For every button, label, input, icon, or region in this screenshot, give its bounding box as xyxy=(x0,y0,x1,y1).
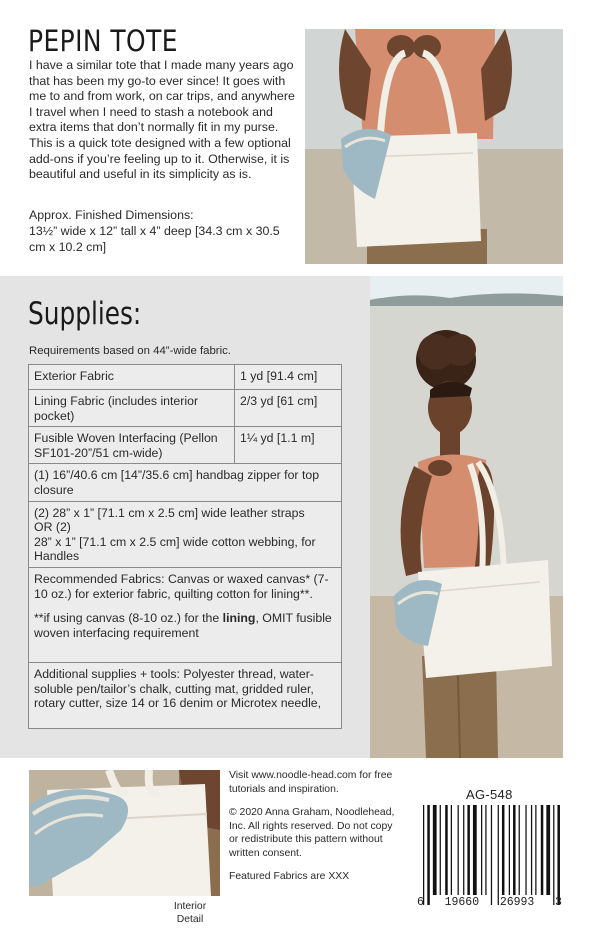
dimensions-label: Approx. Finished Dimensions: xyxy=(29,208,194,222)
supplies-heading: Supplies: xyxy=(28,296,142,332)
tote-front-photo xyxy=(305,29,563,264)
barcode-bar xyxy=(491,805,492,905)
table-row xyxy=(29,390,342,427)
barcode-bar xyxy=(445,805,448,895)
barcode-bar xyxy=(473,805,477,895)
straps-requirement xyxy=(29,501,342,567)
barcode-bar xyxy=(458,805,459,895)
recommended-text: Recommended Fabrics: Canvas or waxed canvas* (7-10 oz.) for exterior fabric, quilting cotton for lining**. xyxy=(34,571,329,601)
intro-paragraph: I have a similar tote that I made many years ago that has been my go-to ever since! It goes with me to and from work, on car trips, and anywhere I travel when I need to stash a notebook and extra items that don’t normally fit in my purse. This is a quick tote designed with a few optional add-ons if you’re feeling up to it. Otherwise, it is beautiful and useful in its simplicity as is. xyxy=(29,58,295,182)
recommended-fabrics xyxy=(29,567,342,662)
model-photo xyxy=(370,276,563,758)
copyright-text: © 2020 Anna Graham, Noodlehead, Inc. All rights reserved. Do not copy or redistribute this pattern without written consent. xyxy=(229,807,395,859)
requirements-note: Requirements based on 44”-wide fabric. xyxy=(29,345,231,357)
barcode-bar xyxy=(423,805,424,905)
supply-amount: 1¼ yd [1.1 m] xyxy=(235,427,342,464)
dimensions-text: 13½” wide x 12” tall x 4” deep [34.3 cm x 30.5 cm x 10.2 cm] xyxy=(29,224,280,254)
table-row xyxy=(29,365,342,390)
supply-amount: 2/3 yd [61 cm] xyxy=(235,390,342,427)
supply-item: Fusible Woven Interfacing (Pellon SF101-20”/51 cm-wide) xyxy=(29,427,235,464)
footer-info xyxy=(229,769,401,894)
table-row xyxy=(29,567,342,662)
canvas-note-suffix: , OMIT fusible woven interfacing requirement xyxy=(34,611,332,640)
table-row xyxy=(29,427,342,464)
interior-detail-caption: Interior Detail xyxy=(173,901,207,925)
barcode-bar xyxy=(531,805,532,895)
barcode-bar xyxy=(498,805,499,905)
barcode-bar xyxy=(433,805,437,895)
canvas-note xyxy=(34,611,336,640)
barcode-bar xyxy=(502,805,505,895)
barcode-bar xyxy=(541,805,544,895)
table-row xyxy=(29,464,342,501)
barcode-bar xyxy=(557,805,560,905)
barcode-bar xyxy=(546,805,550,895)
page-title: PEPIN TOTE xyxy=(28,24,178,58)
supply-amount: 1 yd [91.4 cm] xyxy=(235,365,342,390)
barcode-bar xyxy=(451,805,452,895)
barcode-bar xyxy=(485,805,486,895)
visit-website-text: Visit www.noodle-head.com for free tutorials and inspiration. xyxy=(229,770,393,795)
barcode-bar xyxy=(463,805,464,895)
supply-item: Exterior Fabric xyxy=(29,365,235,390)
supplies-table xyxy=(28,364,342,729)
featured-fabrics-text: Featured Fabrics are XXX xyxy=(229,871,350,882)
supply-item: Lining Fabric (includes interior pocket) xyxy=(29,390,235,427)
barcode-bar xyxy=(513,805,516,895)
table-row xyxy=(29,501,342,567)
barcode-bar xyxy=(519,805,520,895)
canvas-note-prefix: **if using canvas (8-10 oz.) for the xyxy=(34,611,223,626)
straps-line-2: OR (2) xyxy=(34,520,71,535)
straps-line-3: 28” x 1” [71.1 cm x 2.5 cm] wide cotton webbing, for Handles xyxy=(34,534,316,564)
barcode-bar xyxy=(440,805,441,895)
barcode-digits: 6 19660 26993 3 xyxy=(417,896,562,909)
barcode-bar xyxy=(525,805,526,895)
additional-supplies: Additional supplies + tools: Polyester thread, water-soluble pen/tailor’s chalk, cutting mat, gridded ruler, rotary cutter, size 14 or 16 denim or Microtex needle, xyxy=(29,662,342,728)
barcode-bar xyxy=(481,805,482,895)
zipper-requirement: (1) 16”/40.6 cm [14”/35.6 cm] handbag zipper for top closure xyxy=(29,464,342,501)
barcode-bar xyxy=(509,805,510,895)
interior-detail-photo xyxy=(29,770,220,896)
sku-code: AG-548 xyxy=(466,787,513,802)
barcode-bar xyxy=(467,805,470,895)
barcode-bar xyxy=(553,805,554,905)
barcode-bar xyxy=(535,805,536,895)
straps-line-1: (2) 28” x 1” [71.1 cm x 2.5 cm] wide leather straps xyxy=(34,505,305,520)
canvas-note-bold: lining xyxy=(222,611,256,626)
table-row xyxy=(29,662,342,728)
barcode-bar xyxy=(427,805,430,905)
